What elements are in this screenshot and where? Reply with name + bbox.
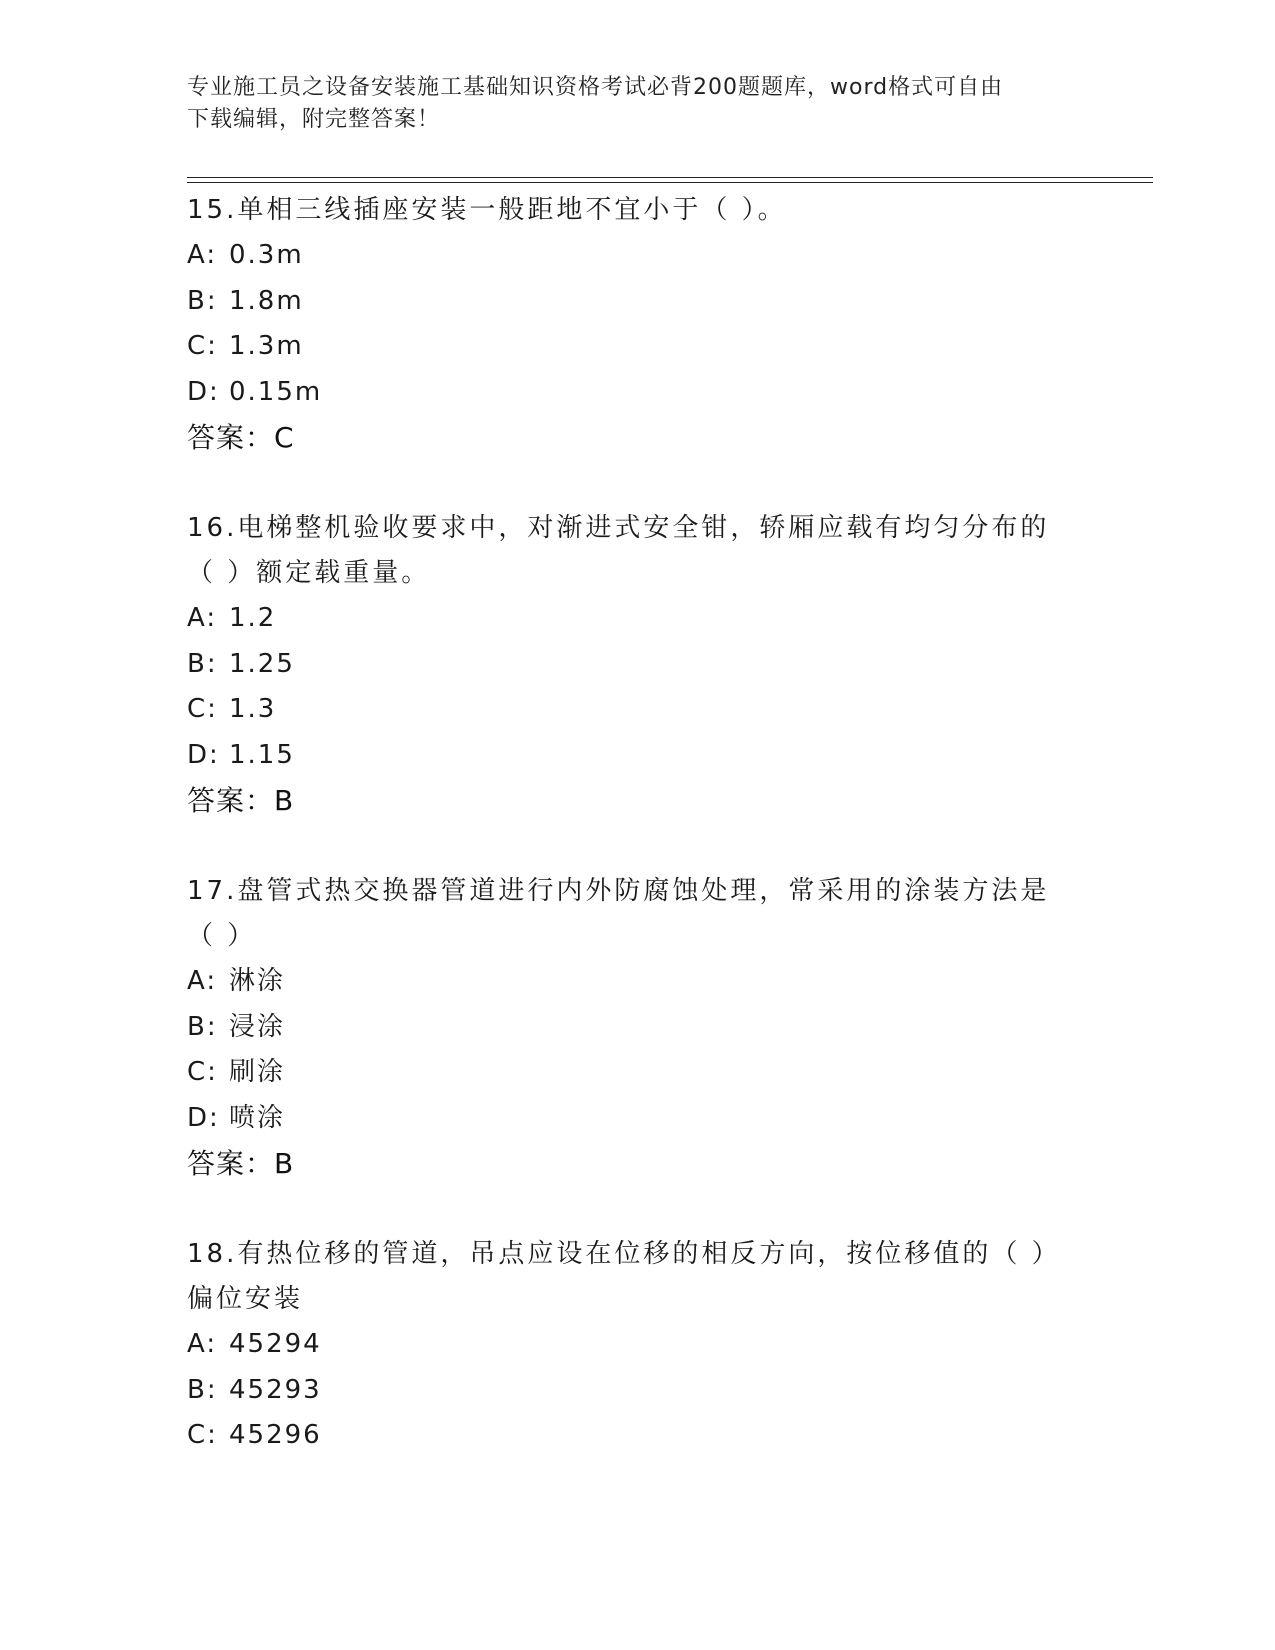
option-d	[187, 733, 1087, 779]
question-text: 16.电梯整机验收要求中，对渐进式安全钳，轿厢应载有均匀分布的（ ）额定载重量。	[187, 513, 1050, 588]
answer-label: 答案：B	[187, 784, 295, 817]
option-d	[187, 1096, 1087, 1142]
option-value: 1.25	[229, 648, 295, 679]
spacer	[187, 1187, 1087, 1232]
option-key: C:	[187, 1420, 218, 1450]
option-value: 刷涂	[229, 1057, 286, 1087]
option-value: 0.3m	[229, 240, 304, 270]
option-b	[187, 642, 1087, 688]
question-18	[187, 1232, 1087, 1459]
option-c	[187, 1050, 1087, 1096]
option-value: 45294	[229, 1329, 322, 1359]
question-16	[187, 506, 1087, 824]
option-value: 1.8m	[229, 285, 304, 316]
spacer	[187, 824, 1087, 869]
header-title-line-2: 下载编辑，附完整答案！	[187, 107, 441, 132]
option-b	[187, 1005, 1087, 1051]
option-value: 1.2	[229, 603, 277, 633]
question-17	[187, 869, 1087, 1187]
option-a	[187, 959, 1087, 1005]
option-value: 1.3m	[229, 331, 304, 361]
question-text: 18.有热位移的管道，吊点应设在位移的相反方向，按位移值的（ ）偏位安装	[187, 1239, 1061, 1314]
spacer	[187, 461, 1087, 506]
option-value: 喷涂	[229, 1102, 286, 1133]
option-value: 1.15	[229, 739, 295, 770]
option-a	[187, 596, 1087, 642]
header-divider-top	[187, 177, 1153, 178]
option-key: C:	[187, 694, 218, 724]
option-key: A:	[187, 603, 218, 633]
option-key: D:	[187, 376, 220, 407]
document-header	[187, 72, 1067, 136]
question-text: 17.盘管式热交换器管道进行内外防腐蚀处理，常采用的涂装方法是（ ）	[187, 876, 1050, 951]
option-c	[187, 324, 1087, 370]
question-text: 15.单相三线插座安装一般距地不宜小于（ ）。	[187, 195, 787, 225]
option-key: A:	[187, 1329, 218, 1359]
option-key: B:	[187, 1011, 218, 1042]
option-key: C:	[187, 331, 218, 361]
option-d	[187, 370, 1087, 416]
option-value: 1.3	[229, 694, 277, 724]
option-key: A:	[187, 966, 218, 996]
option-value: 0.15m	[229, 376, 323, 407]
option-value: 淋涂	[229, 966, 286, 996]
option-key: B:	[187, 1374, 218, 1405]
option-key: C:	[187, 1057, 218, 1087]
header-divider-bottom	[187, 182, 1153, 183]
option-a	[187, 233, 1087, 279]
option-key: D:	[187, 739, 220, 770]
answer-label: 答案：B	[187, 1147, 295, 1180]
option-key: B:	[187, 285, 218, 316]
question-list	[187, 188, 1087, 1459]
option-a	[187, 1322, 1087, 1368]
answer-label: 答案：C	[187, 421, 295, 454]
option-key: B:	[187, 648, 218, 679]
option-value: 45296	[229, 1420, 322, 1450]
option-c	[187, 687, 1087, 733]
question-15	[187, 188, 1087, 461]
option-value: 45293	[229, 1374, 322, 1405]
option-b	[187, 1368, 1087, 1414]
option-key: A:	[187, 240, 218, 270]
option-key: D:	[187, 1102, 220, 1133]
option-value: 浸涂	[229, 1011, 286, 1042]
header-title-line-1: 专业施工员之设备安装施工基础知识资格考试必背200题题库，word格式可自由	[187, 75, 1004, 100]
option-c	[187, 1413, 1087, 1459]
option-b	[187, 279, 1087, 325]
